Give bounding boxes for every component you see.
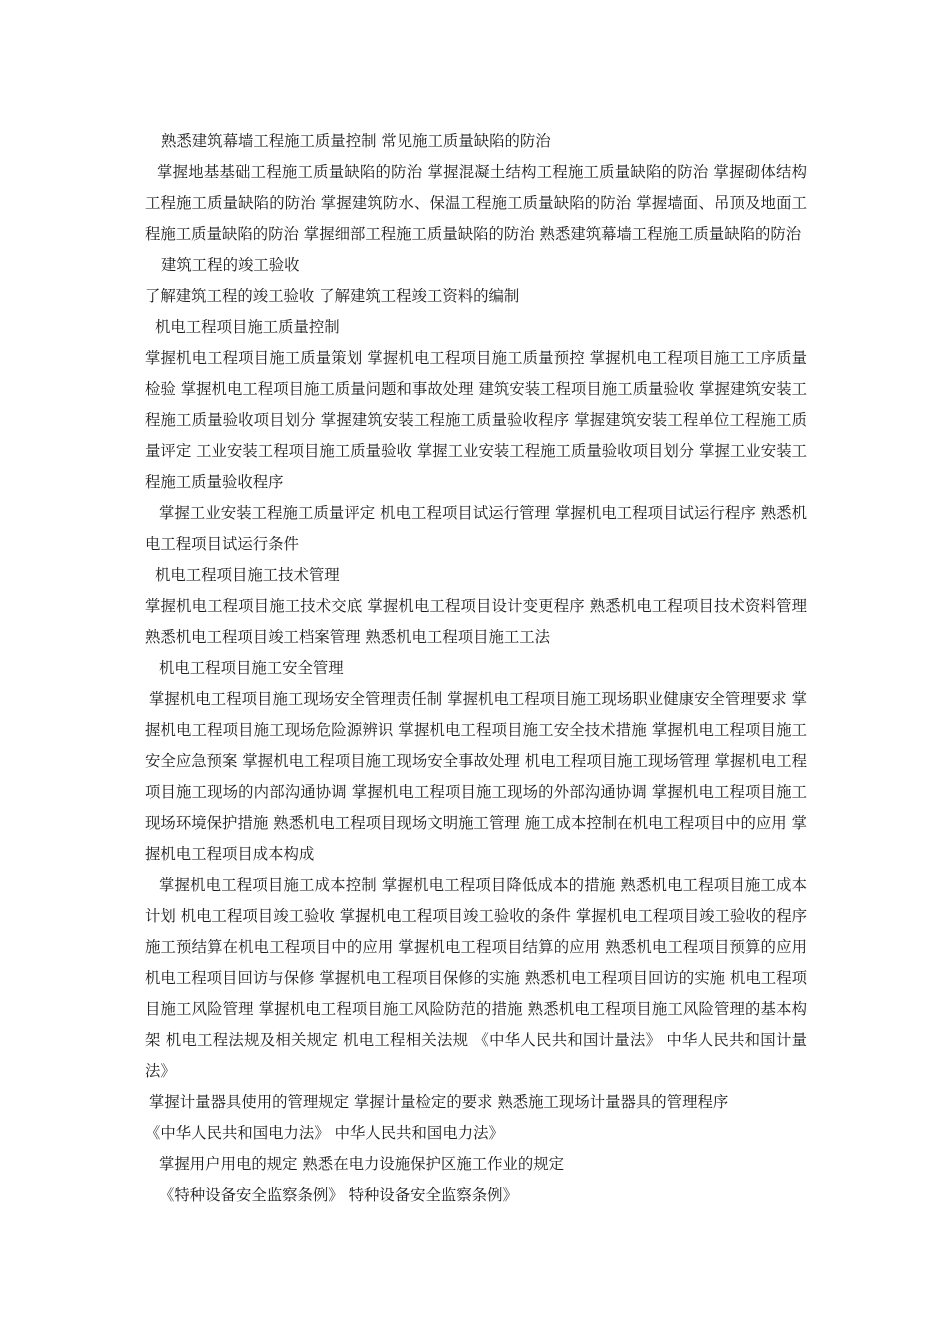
paragraph-metrology-rules: 掌握计量器具使用的管理规定 掌握计量检定的要求 熟悉施工现场计量器具的管理程序 xyxy=(149,1093,729,1111)
heading-mep-technical-management: 机电工程项目施工技术管理 xyxy=(155,566,340,584)
paragraph-completion-acceptance: 了解建筑工程的竣工验收 了解建筑工程竣工资料的编制 xyxy=(145,287,520,305)
paragraph-electric-power-law: 《中华人民共和国电力法》 中华人民共和国电力法》 xyxy=(145,1124,504,1142)
paragraph-power-use-rules: 掌握用户用电的规定 熟悉在电力设施保护区施工作业的规定 xyxy=(159,1155,565,1173)
document-body xyxy=(145,126,807,1211)
paragraph-construction-defects: 掌握地基基础工程施工质量缺陷的防治 掌握混凝土结构工程施工质量缺陷的防治 掌握砌体结构工程施工质量缺陷的防治 掌握建筑防水、保温工程施工质量缺陷的防治 掌握墙面、吊顶及地面工程施工质量缺陷的防治 掌握细部工程施工质量缺陷的防治 熟悉建筑幕墙工程施工质量缺陷的防治 xyxy=(145,163,807,243)
paragraph-mep-quality-control: 掌握机电工程项目施工质量策划 掌握机电工程项目施工质量预控 掌握机电工程项目施工工序质量检验 掌握机电工程项目施工质量问题和事故处理 建筑安装工程项目施工质量验收 掌握建筑安装工程施工质量验收项目划分 掌握建筑安装工程施工质量验收程序 掌握建筑安装工程单位工程施工质量评定 工业安装工程项目施工质量验收 掌握工业安装工程施工质量验收项目划分 掌握工业安装工程施工质量验收程序 xyxy=(145,349,807,491)
paragraph-curtain-wall-quality: 熟悉建筑幕墙工程施工质量控制 常见施工质量缺陷的防治 xyxy=(161,132,551,150)
paragraph-mep-trial-operation: 掌握工业安装工程施工质量评定 机电工程项目试运行管理 掌握机电工程项目试运行程序 熟悉机电工程项目试运行条件 xyxy=(145,504,807,553)
paragraph-mep-technical-management: 掌握机电工程项目施工技术交底 掌握机电工程项目设计变更程序 熟悉机电工程项目技术资料管理 熟悉机电工程项目竣工档案管理 熟悉机电工程项目施工工法 xyxy=(145,597,807,646)
paragraph-mep-cost-and-regulations: 掌握机电工程项目施工成本控制 掌握机电工程项目降低成本的措施 熟悉机电工程项目施工成本计划 机电工程项目竣工验收 掌握机电工程项目竣工验收的条件 掌握机电工程项目竣工验收的程序 施工预结算在机电工程项目中的应用 掌握机电工程项目结算的应用 熟悉机电工程项目预算的应用 机电工程项目回访与保修 掌握机电工程项目保修的实施 熟悉机电工程项目回访的实施 机电工程项目施工风险管理 掌握机电工程项目施工风险防范的措施 熟悉机电工程项目施工风险管理的基本构架 机电工程法规及相关规定 机电工程相关法规 《中华人民共和国计量法》 中华人民共和国计量法》 xyxy=(145,876,807,1080)
heading-mep-safety-management: 机电工程项目施工安全管理 xyxy=(159,659,344,677)
heading-building-completion-acceptance: 建筑工程的竣工验收 xyxy=(161,256,300,274)
paragraph-mep-safety-management: 掌握机电工程项目施工现场安全管理责任制 掌握机电工程项目施工现场职业健康安全管理要求 掌握机电工程项目施工现场危险源辨识 掌握机电工程项目施工安全技术措施 掌握机电工程项目施工安全应急预案 掌握机电工程项目施工现场安全事故处理 机电工程项目施工现场管理 掌握机电工程项目施工现场的内部沟通协调 掌握机电工程项目施工现场的外部沟通协调 掌握机电工程项目施工现场环境保护措施 熟悉机电工程项目现场文明施工管理 施工成本控制在机电工程项目中的应用 掌握机电工程项目成本构成 xyxy=(145,690,807,863)
heading-mep-quality-control: 机电工程项目施工质量控制 xyxy=(155,318,340,336)
paragraph-special-equipment-regulation: 《特种设备安全监察条例》 特种设备安全监察条例》 xyxy=(159,1186,518,1204)
